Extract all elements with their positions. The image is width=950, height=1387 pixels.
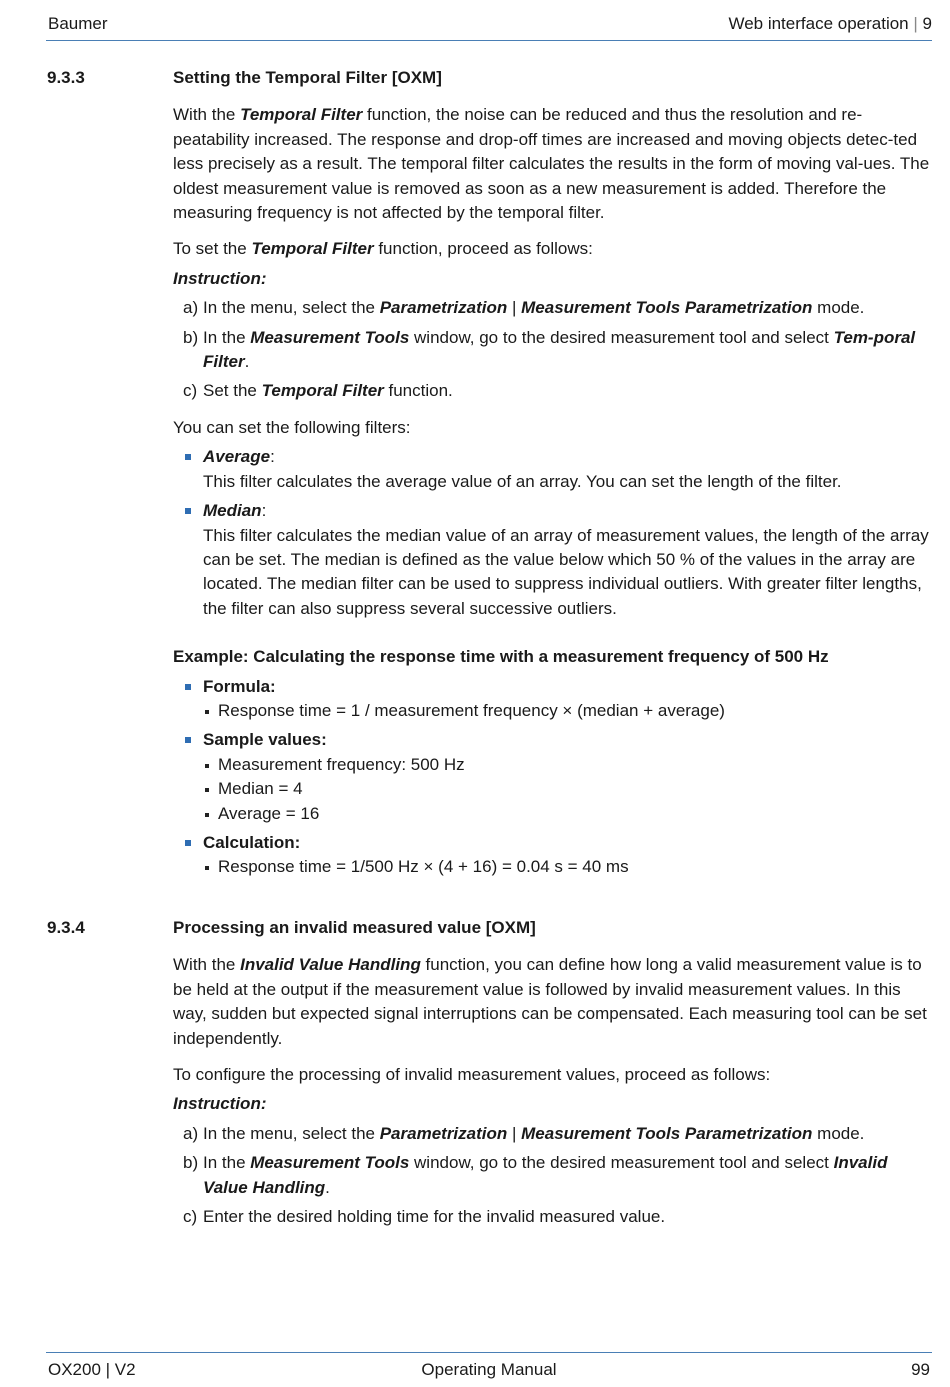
- sub-item: Average = 16: [203, 802, 931, 826]
- temporal-filter-intro: With the Temporal Filter function, the noise can be reduced and thus the resolution and re-peatability increased. The response and drop-off times are increased and moving objects detec-ted less precisely as a result. The temporal filter calculates the results in the form of moving val-ues. The oldest measurement value is removed as soon as a new measurement is added. Therefore the measuring frequency is not affected by the temporal filter.: [173, 105, 930, 223]
- header-chapter-number: 9: [922, 14, 932, 33]
- filter-median: Median: This filter calculates the median value of an array of measurement values, the length of the array can be set. The median is defined as the value below which 50 % of the values in the array are located. The median filter can be used to suppress individual outliers. With greater filter lengths, the filter can also suppress several successive outliers.: [173, 499, 931, 621]
- step-item: b) In the Measurement Tools window, go to the desired measurement tool and select Invalid Value Handling.: [183, 1153, 888, 1197]
- example-list: [173, 675, 931, 880]
- temporal-filter-procedure-intro: To set the Temporal Filter function, proceed as follows:: [173, 239, 593, 259]
- step-item: c) Set the Temporal Filter function.: [183, 381, 453, 401]
- footer-doc-title: Operating Manual: [421, 1360, 557, 1379]
- sub-item: Median = 4: [203, 777, 931, 801]
- footer-product: OX200 | V2: [48, 1360, 136, 1379]
- sub-item: Response time = 1/500 Hz × (4 + 16) = 0.04 s = 40 ms: [203, 855, 931, 879]
- sub-item: Response time = 1 / measurement frequency × (median + average): [203, 699, 931, 723]
- section-number-934: 9.3.4: [47, 918, 85, 937]
- footer-page-number: 99: [911, 1360, 930, 1379]
- example-formula: Formula: Response time = 1 / measurement frequency × (median + average): [173, 675, 931, 724]
- step-item: b) In the Measurement Tools window, go to the desired measurement tool and select Tem-poral Filter.: [183, 327, 916, 372]
- header-chapter-title: Web interface operation: [728, 14, 909, 33]
- header-separator: |: [913, 14, 918, 33]
- section-title-933: Setting the Temporal Filter [OXM]: [173, 68, 442, 87]
- example-title: Example: Calculating the response time with a measurement frequency of 500 Hz: [173, 647, 829, 667]
- filter-average: Average: This filter calculates the average value of an array. You can set the length of the filter.: [173, 445, 931, 494]
- section-933: [173, 66, 931, 890]
- section-title-934: Processing an invalid measured value [OXM]: [173, 918, 536, 937]
- step-item: c) Enter the desired holding time for the invalid measured value.: [183, 1207, 666, 1227]
- instruction-label: Instruction:: [173, 268, 267, 288]
- header-brand: Baumer: [48, 14, 108, 33]
- instruction-steps: [173, 1122, 931, 1230]
- section-934: [173, 916, 931, 1241]
- step-item: a) In the menu, select the Parametrization | Measurement Tools Parametrization mode.: [183, 298, 865, 318]
- invalid-value-intro: With the Invalid Value Handling function, you can define how long a valid measurement value is to be held at the output if the measurement value is followed by invalid measurement values. In this way, sudden but expected signal interruptions can be compensated. Each measuring tool can be set independently.: [173, 955, 927, 1048]
- instruction-steps: [173, 296, 931, 404]
- invalid-value-procedure-intro: To configure the processing of invalid measurement values, proceed as follows:: [173, 1065, 771, 1085]
- example-calculation: Calculation: Response time = 1/500 Hz × (4 + 16) = 0.04 s = 40 ms: [173, 831, 931, 880]
- instruction-label: Instruction:: [173, 1094, 267, 1114]
- sub-item: Measurement frequency: 500 Hz: [203, 753, 931, 777]
- header-chapter: [728, 14, 932, 34]
- step-item: a) In the menu, select the Parametrization | Measurement Tools Parametrization mode.: [183, 1123, 865, 1143]
- example-sample-values: Sample values: Measurement frequency: 500 Hz Median = 4 Average = 16: [173, 728, 931, 826]
- page-header: [46, 12, 932, 41]
- filters-intro: You can set the following filters:: [173, 417, 411, 437]
- filter-list: [173, 445, 931, 621]
- page-footer: [46, 1352, 932, 1383]
- section-number-933: 9.3.3: [47, 68, 85, 87]
